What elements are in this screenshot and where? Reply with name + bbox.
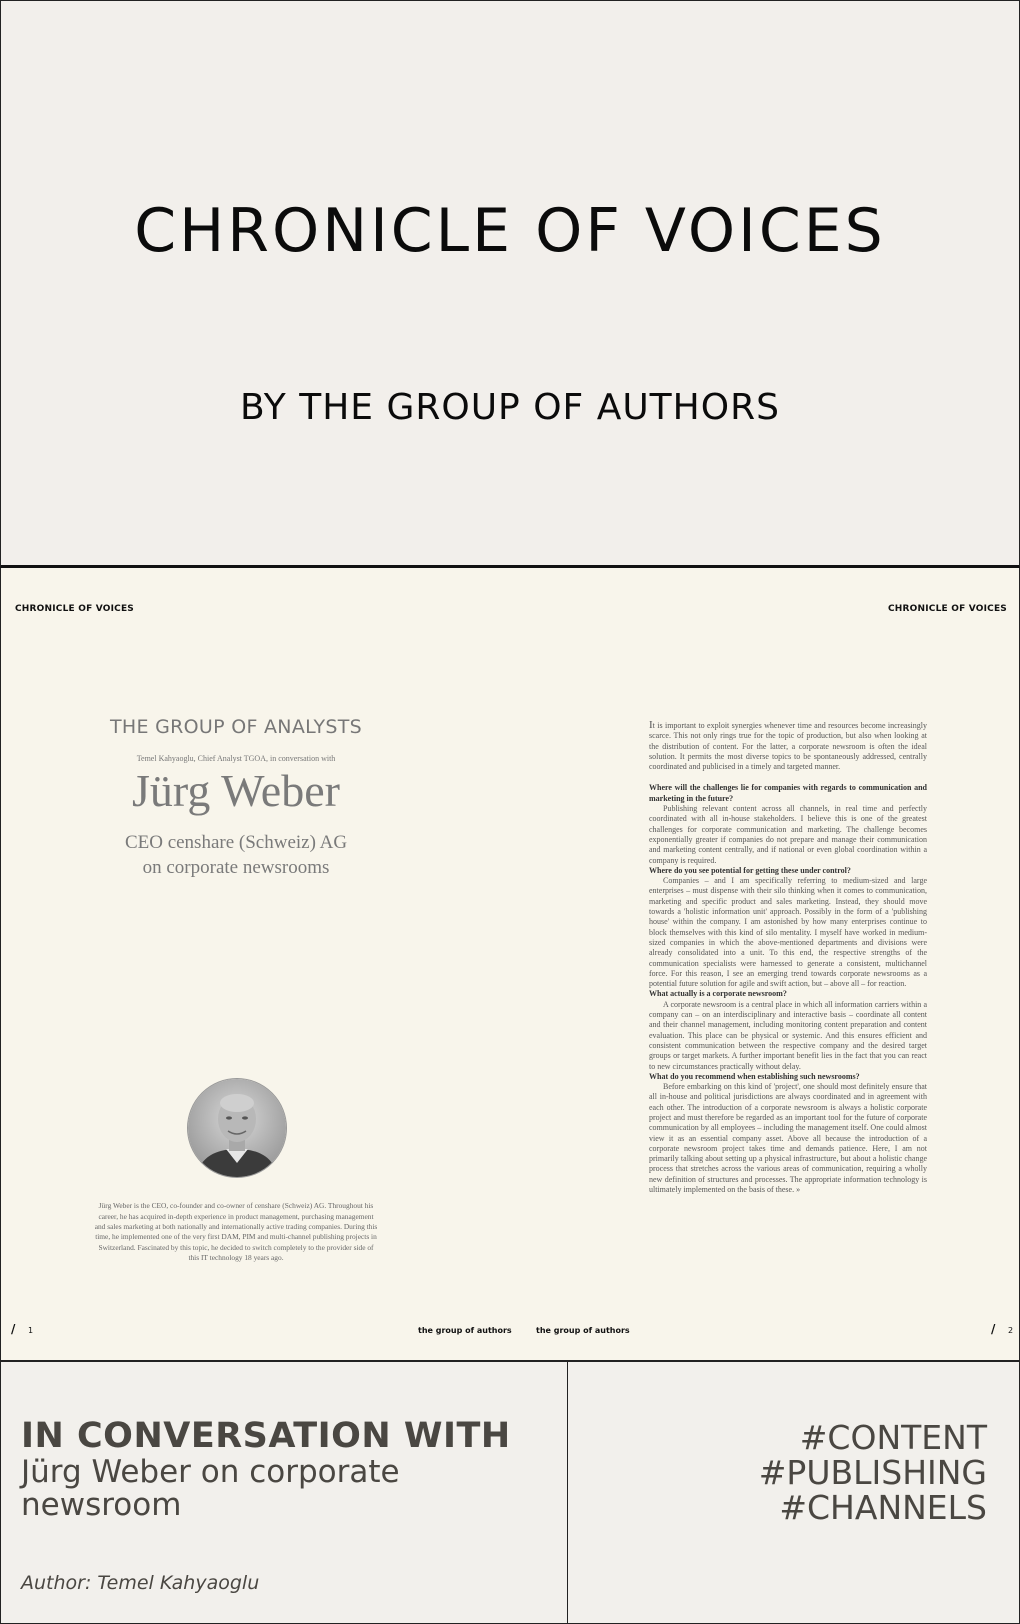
role-line-1: CEO censhare (Schweiz) AG <box>124 832 348 853</box>
role-line-2: on corporate newsrooms <box>142 857 330 878</box>
answer-3: A corporate newsroom is a central place in which all information carriers within a company can – on an interdisciplinary and interactive basis – coordinate all content and their channel management, including monitoring content preparation and content evaluation. This place can be physical or systemic. And this ensures efficient and consistent communication between the respective company and the desired target groups or target markets. A further important benefit lies in the fact that you can react to new circumstances practically without delay. <box>649 999 927 1071</box>
tag-publishing: #PUBLISHING <box>758 1453 987 1492</box>
cover-title: CHRONICLE OF VOICES <box>134 196 886 266</box>
slash-logo-icon: / <box>11 1322 16 1336</box>
section-title: THE GROUP OF ANALYSTS <box>109 716 363 738</box>
article-body <box>649 720 927 1195</box>
avatar <box>187 1078 287 1178</box>
conversation-heading: IN CONVERSATION WITH <box>21 1416 511 1456</box>
right-page <box>649 568 927 1360</box>
answer-2: Companies – and I am specifically referring to medium-sized and large enterprises – must dispense with their silo thinking when it comes to communication, marketing and specific product and sales marketing. Instead, they should move towards a 'holistic information unit' approach. Possibly in the form of a 'publishing house' within the company. I am astonished by how many enterprises continue to block themselves with this kind of silo mentality. I myself have worked in medium-sized companies in which the above-mentioned departments and divisions were already consolidated into a unit. To this end, the respective strengths of the communication specialists were harnessed to generate a consistent, multichannel force. For this reason, I see an emerging trend towards corporate newsrooms as a potential future solution for agile and swift action, but – above all – for reaction. <box>649 876 927 989</box>
author-line: Author: Temel Kahyaoglu <box>21 1572 260 1594</box>
interviewee-role <box>1 830 471 880</box>
footer-brand-right: the group of authors <box>536 1326 630 1335</box>
answer-1: Publishing relevant content across all channels, in real time and perfectly coordinated with all in-house stakeholders. I believe this is one of the greatest challenges for corporate communication and marketing. The challenge becomes exponentially greater if companies do not prepare and manage their communication and marketing content centrally, and if national or even global coordination within a company is required. <box>649 804 927 865</box>
running-head-right: CHRONICLE OF VOICES <box>888 604 1007 614</box>
article-intro: It is important to exploit synergies whenever time and resources become increasingly scarce. This not only rings true for the topic of production, but also when looking at the distribution of content. For the latter, a corporate newsroom is often the ideal solution. It permits the most diverse topics to be spontaneously addressed, centrally coordinated and publicised in a timely and targeted manner. <box>649 719 927 772</box>
question-3: What actually is a corporate newsroom? <box>649 989 787 999</box>
tag-content: #CONTENT <box>799 1418 987 1457</box>
question-4: What do you recommend when establishing such newsrooms? <box>649 1071 860 1081</box>
conversation-line: Temel Kahyaoglu, Chief Analyst TGOA, in conversation with <box>136 754 336 763</box>
left-page <box>1 568 471 1360</box>
interviewee-name: Jürg Weber <box>132 765 340 816</box>
cover-panel <box>0 0 1020 568</box>
question-2: Where do you see potential for getting these under control? <box>649 865 851 875</box>
question-1: Where will the challenges lie for companies with regards to communication and marketing in the future? <box>649 783 927 803</box>
conversation-panel <box>0 1360 568 1624</box>
running-head-left: CHRONICLE OF VOICES <box>15 604 134 614</box>
tags-panel <box>567 1360 1020 1624</box>
slash-logo-icon: / <box>991 1322 996 1336</box>
cover-subtitle: BY THE GROUP OF AUTHORS <box>240 387 780 428</box>
portrait-image <box>188 1079 286 1177</box>
magazine-spread <box>0 568 1020 1360</box>
tag-list <box>759 1420 987 1525</box>
page-number-right: 2 <box>1008 1326 1014 1335</box>
page-number-left: 1 <box>28 1326 34 1335</box>
conversation-topic: Jürg Weber on corporate newsroom <box>21 1454 400 1523</box>
biography: Jürg Weber is the CEO, co-founder and co-owner of censhare (Schweiz) AG. Throughout his career, he has acquired in-depth experience in product management, purchasing management and sales marketing at both nationally and internationally active trading companies. During this time, he implemented one of the very first DAM, PIM and multi-channel publishing projects in Switzerland. Fascinated by this topic, he decided to switch completely to the provider side of this IT technology 18 years ago. <box>94 1201 378 1262</box>
tag-channels: #CHANNELS <box>779 1488 987 1527</box>
answer-4: Before embarking on this kind of 'project', one should most definitely ensure that all in-house and political jurisdictions are always coordinated and in agreement with each other. The introduction of a corporate newsroom is always a holistic corporate project and must therefore be regarded as an important tool for the future of corporate communication by all employees – including the management itself. One could almost view it as an essential company asset. Above all because the introduction of a corporate newsroom project takes time and demands patience. Here, I am not primarily talking about setting up a physical infrastructure, but about a holistic change process that stretches across the various areas of communication, requiring a wholly new definition of structures and processes. The appropriate information technology is ultimately implemented on the basis of these. » <box>649 1082 927 1195</box>
footer-brand-left: the group of authors <box>418 1326 512 1335</box>
